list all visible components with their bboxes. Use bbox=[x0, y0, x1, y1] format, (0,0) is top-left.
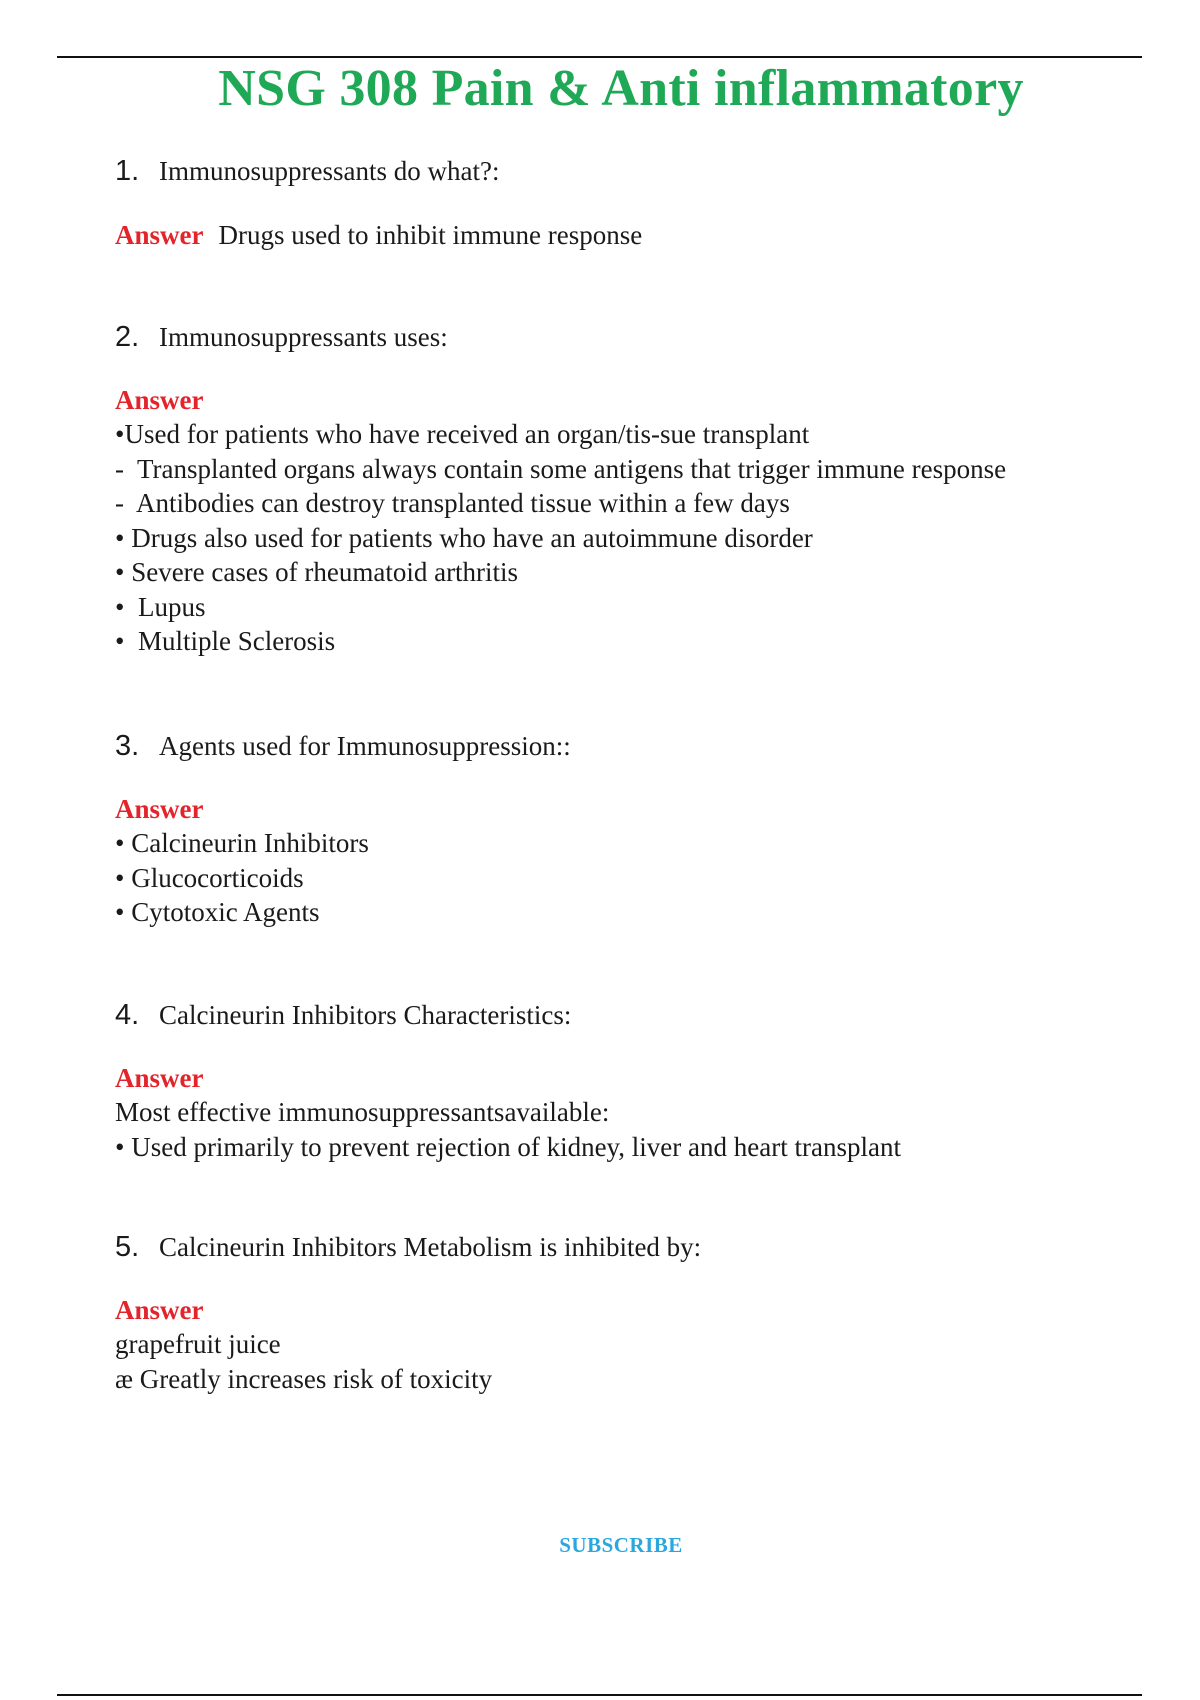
list-item: • Glucocorticoids bbox=[115, 862, 304, 893]
answer-label: Answer bbox=[115, 1295, 204, 1325]
question-heading bbox=[115, 153, 1115, 189]
answer-label: Answer bbox=[115, 385, 204, 415]
question-number: 5. bbox=[115, 1231, 140, 1263]
list-item: •Used for patients who have received an organ/tis-sue transplant bbox=[115, 419, 810, 449]
question-block-2 bbox=[115, 319, 1115, 659]
list-item: æ Greatly increases risk of toxicity bbox=[115, 1363, 493, 1394]
answer-list bbox=[115, 1327, 1115, 1396]
list-item: • Cytotoxic Agents bbox=[115, 897, 320, 927]
answer-list bbox=[115, 1095, 1115, 1164]
question-block-3 bbox=[115, 728, 1115, 930]
subscribe-link[interactable]: SUBSCRIBE bbox=[559, 1533, 683, 1557]
list-item: grapefruit juice bbox=[115, 1329, 281, 1359]
question-block-1 bbox=[115, 153, 1115, 253]
answer-list bbox=[115, 826, 1115, 930]
question-heading bbox=[115, 1229, 1115, 1265]
list-item: - Antibodies can destroy transplanted tissue within a few days bbox=[115, 488, 790, 518]
question-heading bbox=[115, 728, 1115, 764]
answer-block bbox=[115, 383, 1115, 659]
question-text: Immunosuppressants do what?: bbox=[159, 156, 500, 186]
answer-block bbox=[115, 1061, 1115, 1164]
question-block-4 bbox=[115, 997, 1115, 1164]
list-item: • Used primarily to prevent rejection of kidney, liver and heart transplant bbox=[115, 1131, 901, 1162]
answer-label: Answer bbox=[115, 1063, 204, 1093]
question-text: Calcineurin Inhibitors Metabolism is inhibited by: bbox=[159, 1232, 702, 1262]
list-item: • Lupus bbox=[115, 591, 206, 622]
answer-block bbox=[115, 217, 1115, 253]
question-block-5 bbox=[115, 1229, 1115, 1396]
answer-label: Answer bbox=[115, 220, 204, 250]
list-item: • Drugs also used for patients who have an autoimmune disorder bbox=[115, 522, 813, 553]
page-title: NSG 308 Pain & Anti inflammatory bbox=[218, 60, 1024, 117]
bottom-divider bbox=[57, 1694, 1142, 1696]
answer-list bbox=[115, 417, 1115, 659]
answer-label: Answer bbox=[115, 794, 204, 824]
list-item: - Transplanted organs always contain some antigens that trigger immune response bbox=[115, 453, 1007, 484]
question-number: 2. bbox=[115, 321, 140, 353]
question-text: Agents used for Immunosuppression:: bbox=[159, 731, 571, 761]
question-number: 3. bbox=[115, 730, 140, 762]
list-item: • Calcineurin Inhibitors bbox=[115, 828, 369, 858]
question-heading bbox=[115, 997, 1115, 1033]
question-heading bbox=[115, 319, 1115, 355]
answer-block bbox=[115, 792, 1115, 930]
question-number: 4. bbox=[115, 999, 140, 1031]
list-item: • Multiple Sclerosis bbox=[115, 626, 336, 656]
question-text: Immunosuppressants uses: bbox=[159, 322, 448, 352]
list-item: Most effective immunosuppressantsavailable: bbox=[115, 1097, 610, 1127]
list-item: • Severe cases of rheumatoid arthritis bbox=[115, 557, 519, 587]
question-number: 1. bbox=[115, 155, 140, 187]
answer-text: Drugs used to inhibit immune response bbox=[218, 220, 643, 250]
answer-block bbox=[115, 1293, 1115, 1396]
question-text: Calcineurin Inhibitors Characteristics: bbox=[159, 1000, 572, 1030]
